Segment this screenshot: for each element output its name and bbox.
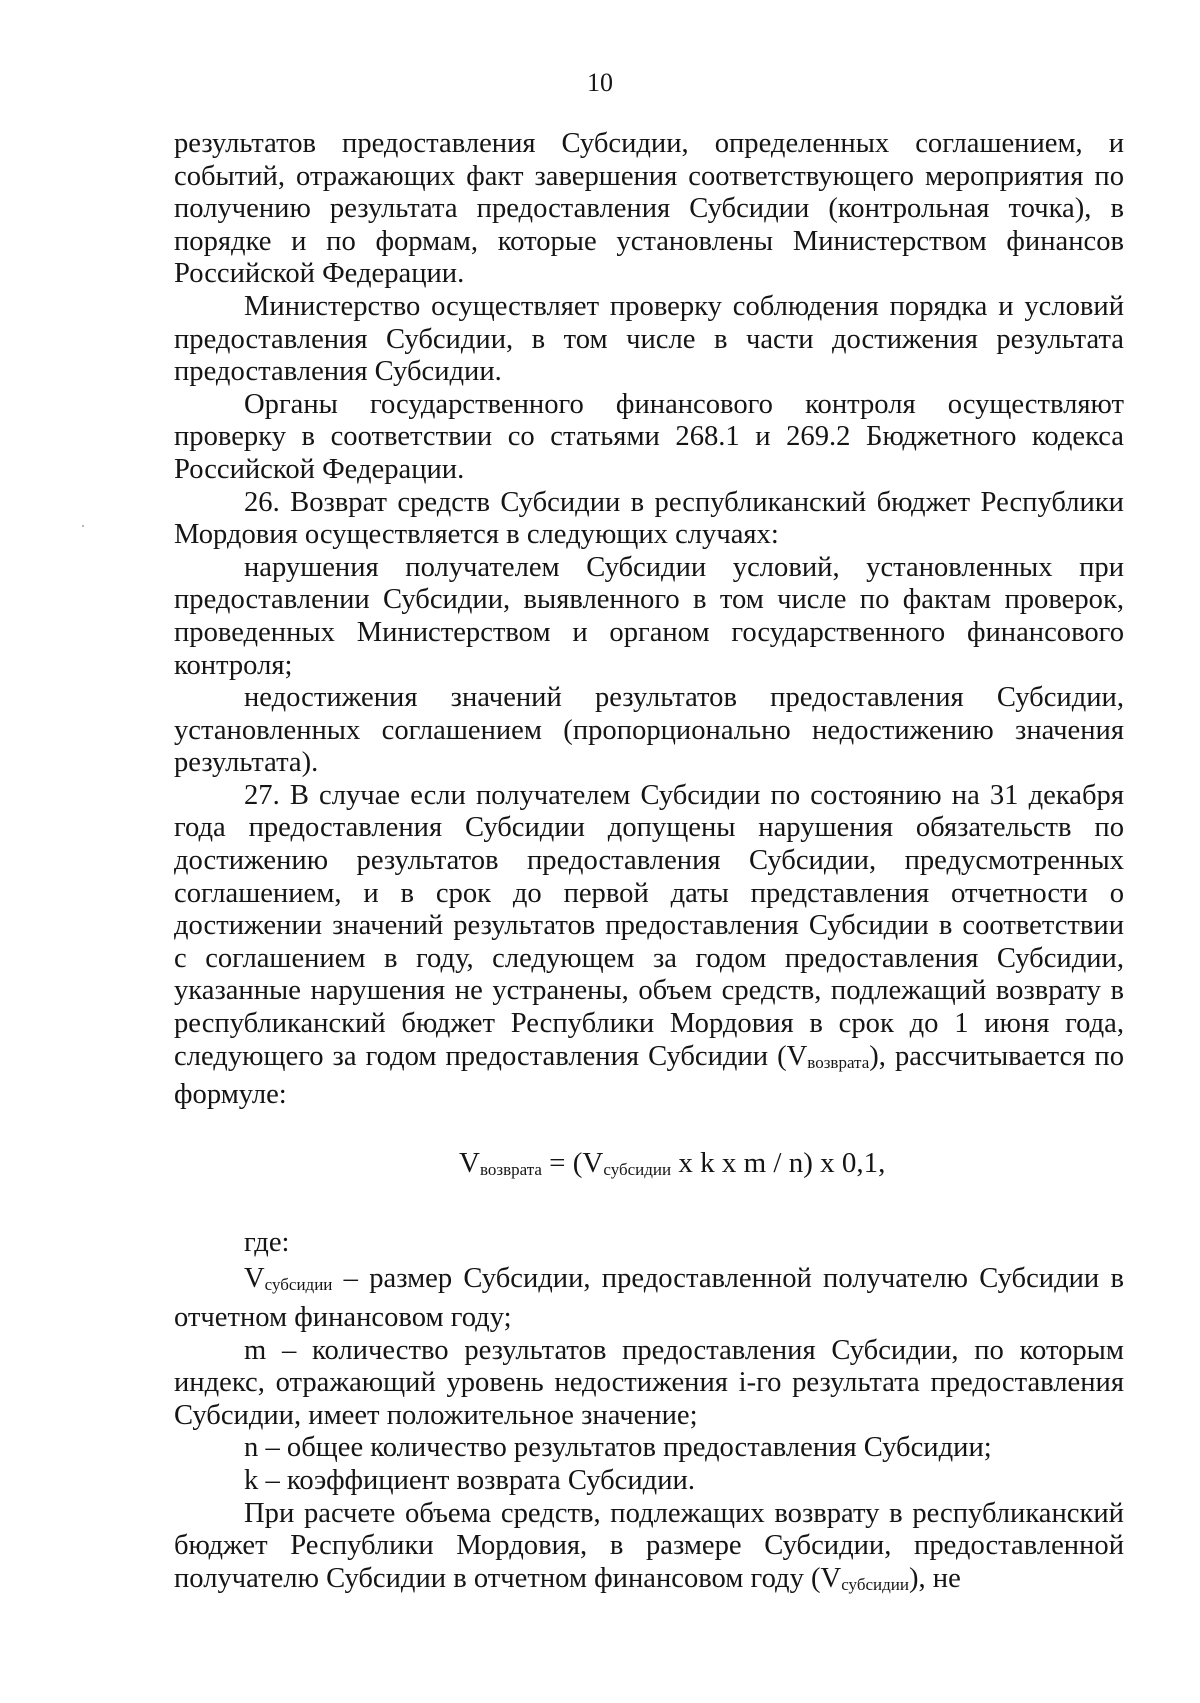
paragraph-27-text: 27. В случае если получателем Субсидии по состоянию на 31 декабря года предоставления Субсидии допущены нарушения обязательств по достижению результатов предоставления Субсидии, предусмотренных соглашением, и в срок до первой даты представления отчетности о достижении значений результатов предоставления Субсидии в соответствии с соглашением в году, следующем за годом предоставления Субсидии, указанные нарушения не устранены, объем средств, подлежащий возврату в республиканский бюджет Республики Мордовия в срок до 1 июня года, следующего за годом предоставления Субсидии (V (174, 779, 1124, 1072)
formula-v-return: V (459, 1146, 480, 1179)
paragraph-ministry-check: Министерство осуществляет проверку соблюдения порядка и условий предоставления Субсидии, в том числе в части достижения результата предоставления Субсидии. (174, 290, 1124, 388)
page-number: 10 (587, 68, 613, 97)
definition-k: k – коэффициент возврата Субсидии. (244, 1464, 695, 1496)
scan-mark (82, 525, 84, 527)
document-body (174, 128, 1124, 1601)
formula-equals: = (V (541, 1146, 604, 1179)
paragraph-27-ending: ), рассчитывается по формуле: (174, 1040, 1124, 1111)
definition-m: m – количество результатов предоставления Субсидии, по которым индекс, отражающий уровень недостижения i-го результата предоставления Субсидии, имеет положительное значение; (174, 1334, 1124, 1431)
formula-return-subscript: возврата (479, 1159, 542, 1179)
paragraph-calculation-ending: ), не (908, 1562, 961, 1594)
paragraph-nonachievement-case: недостижения значений результатов предоставления Субсидии, установленных соглашением (пропорционально недостижению значения результата). (174, 682, 1124, 779)
formula-expression: x k x m / n) x 0,1, (671, 1146, 886, 1179)
definition-v-subscript: субсидии (264, 1275, 333, 1295)
paragraph-calculation (174, 1498, 1124, 1602)
definition-n: n – общее количество результатов предоставления Субсидии; (244, 1432, 992, 1464)
paragraph-27 (174, 780, 1124, 1112)
paragraph-26: 26. Возврат средств Субсидии в республиканский бюджет Республики Мордовия осуществляется в следующих случаях: (174, 486, 1124, 551)
definitions-where: где: (244, 1226, 290, 1258)
definition-v-subsidy (174, 1263, 1124, 1334)
paragraph-violation-case: нарушения получателем Субсидии условий, установленных при предоставлении Субсидии, выявленного в том числе по фактам проверок, проведенных Министерством и органом государственного финансового контроля; (174, 551, 1124, 681)
paragraph-27-subscript: возврата (807, 1052, 870, 1072)
return-formula (174, 1146, 1124, 1187)
paragraph-calculation-subscript: субсидии (841, 1574, 909, 1594)
formula-subsidy-subscript: субсидии (603, 1159, 672, 1179)
definition-v-text: – размер Субсидии, предоставленной получателю Субсидии в отчетном финансовом году; (174, 1263, 1124, 1333)
definition-v-symbol: V (244, 1263, 265, 1295)
paragraph-continuation: результатов предоставления Субсидии, определенных соглашением, и событий, отражающих факт завершения соответствующего мероприятия по получению результата предоставления Субсидии (контрольная точка), в порядке и по формам, которые установлены Министерством финансов Российской Федерации. (174, 128, 1124, 290)
paragraph-control-bodies: Органы государственного финансового контроля осуществляют проверку в соответствии со статьями 268.1 и 269.2 Бюджетного кодекса Российской Федерации. (174, 388, 1124, 485)
paragraph-calculation-text: При расчете объема средств, подлежащих возврату в республиканский бюджет Республики Мордовия, в размере Субсидии, предоставленной получателю Субсидии в отчетном финансовом году (V (174, 1497, 1124, 1594)
